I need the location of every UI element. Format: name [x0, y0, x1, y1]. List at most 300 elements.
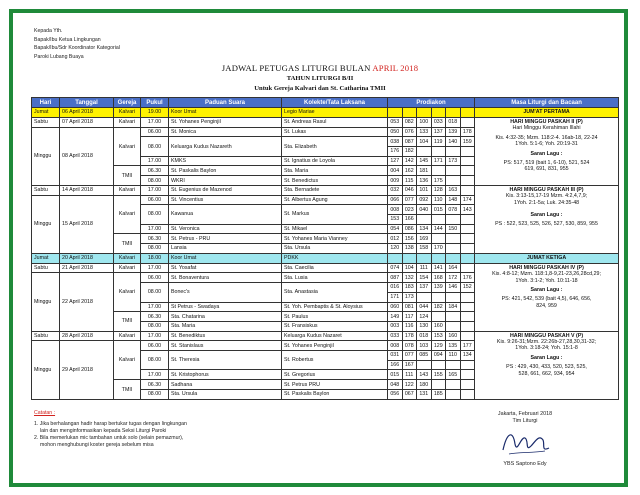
cell-pukul: 17.00 [141, 331, 169, 341]
cell-tanggal: 08 April 2018 [60, 127, 114, 185]
cell-prodiakon: 167 [402, 360, 417, 370]
cell-prodiakon: 173 [402, 292, 417, 302]
cell-prodiakon: 087 [402, 137, 417, 147]
masa-line: 824, 959 [536, 302, 557, 309]
masa-line: 1Yoh. 5:1-6; Yoh. 20:19-31 [515, 141, 578, 148]
cell-kolekte: St. Yoh. Pembaptis & St. Aloysius [282, 302, 388, 312]
cell-prodiakon [446, 321, 461, 331]
masa-line: PS : 429, 430, 433, 520, 523, 525, [506, 364, 587, 371]
cell-hari: Sabtu [32, 331, 60, 341]
cell-prodiakon: 077 [402, 195, 417, 205]
cell-prodiakon: 033 [388, 331, 403, 341]
cell-paduan-suara: Sadhana [169, 380, 282, 390]
cell-tanggal: 29 April 2018 [60, 341, 114, 400]
cell-prodiakon [460, 321, 475, 331]
cell-prodiakon: 086 [402, 224, 417, 234]
cell-hari: Minggu [32, 195, 60, 253]
cell-prodiakon: 149 [388, 312, 403, 322]
cell-paduan-suara: WKRI [169, 176, 282, 186]
cell-prodiakon: 016 [388, 283, 403, 293]
table-row [32, 253, 619, 263]
cell-gereja: Kalvari [114, 127, 141, 166]
cell-prodiakon: 128 [431, 185, 446, 195]
cell-kolekte: St. Albertus Agung [282, 195, 388, 205]
cell-prodiakon [460, 224, 475, 234]
cell-kolekte: St. Paulus [282, 312, 388, 322]
cell-kolekte: Sta. Ursula [282, 244, 388, 254]
cell-prodiakon: 067 [402, 389, 417, 399]
cell-prodiakon: 135 [446, 341, 461, 351]
cell-pukul: 17.00 [141, 117, 169, 127]
cell-prodiakon: 111 [402, 370, 417, 380]
cell-paduan-suara: St. Petrus - PRU [169, 234, 282, 244]
cell-prodiakon [446, 214, 461, 224]
cell-prodiakon: 066 [388, 195, 403, 205]
cell-prodiakon [446, 147, 461, 157]
cell-pukul: 08.00 [141, 389, 169, 399]
cell-prodiakon [460, 331, 475, 341]
cell-prodiakon [446, 360, 461, 370]
cell-prodiakon: 074 [388, 263, 403, 273]
cell-prodiakon: 172 [446, 273, 461, 283]
cell-prodiakon: 141 [431, 263, 446, 273]
cell-prodiakon: 003 [388, 321, 403, 331]
title-month: APRIL 2018 [372, 63, 419, 73]
cell-prodiakon: 124 [417, 312, 432, 322]
cell-kolekte: Sta. Lusia [282, 273, 388, 283]
cell-prodiakon: 174 [460, 195, 475, 205]
handwritten-signature [495, 426, 555, 460]
cell-prodiakon: 015 [431, 205, 446, 215]
saran-lagu-label: Saran Lagu : [530, 286, 563, 293]
masa-line: PS: 421, 542, 539 (bait 4,5), 646, 656, [501, 296, 592, 303]
cell-paduan-suara: St. Bonaventura [169, 273, 282, 283]
header-hari: Hari [32, 98, 60, 108]
cell-pukul: 06.00 [141, 341, 169, 351]
cell-pukul: 08.00 [141, 351, 169, 370]
cell-prodiakon: 138 [402, 244, 417, 254]
address-block [34, 27, 120, 61]
cell-prodiakon: 176 [388, 147, 403, 157]
cell-prodiakon: 129 [431, 341, 446, 351]
cell-prodiakon: 139 [446, 127, 461, 137]
cell-prodiakon: 104 [417, 137, 432, 147]
cell-prodiakon: 146 [446, 283, 461, 293]
cell-prodiakon: 182 [431, 302, 446, 312]
cell-prodiakon [460, 214, 475, 224]
cell-prodiakon: 134 [460, 351, 475, 361]
cell-paduan-suara: Koor Umat [169, 253, 282, 263]
cell-prodiakon [460, 292, 475, 302]
cell-gereja: Kalvari [114, 253, 141, 263]
cell-prodiakon [446, 253, 461, 263]
cell-paduan-suara: St. Benediktus [169, 331, 282, 341]
cell-prodiakon: 094 [431, 351, 446, 361]
cell-pukul: 19.00 [141, 108, 169, 118]
cell-prodiakon: 134 [417, 224, 432, 234]
cell-kolekte: St. Robertus [282, 351, 388, 370]
cell-hari: Jumat [32, 253, 60, 263]
cell-prodiakon [460, 302, 475, 312]
cell-prodiakon [417, 214, 432, 224]
cell-hari: Sabtu [32, 263, 60, 273]
cell-prodiakon: 122 [402, 380, 417, 390]
cell-tanggal: 06 April 2018 [60, 108, 114, 118]
cell-kolekte: St. Lukas [282, 127, 388, 137]
cell-masa-liturgi [475, 331, 619, 399]
cell-prodiakon [431, 292, 446, 302]
cell-prodiakon: 119 [431, 137, 446, 147]
cell-hari: Jumat [32, 108, 60, 118]
schedule-table [31, 97, 619, 400]
cell-pukul: 17.00 [141, 156, 169, 166]
cell-prodiakon: 132 [402, 273, 417, 283]
cell-prodiakon: 009 [388, 176, 403, 186]
masa-title: JUMAT KETIGA [526, 254, 567, 261]
cell-prodiakon: 176 [460, 273, 475, 283]
masa-title: HARI MINGGU PASKAH II (P) [510, 118, 583, 125]
cell-gereja: Kalvari [114, 185, 141, 195]
cell-kolekte: St. Petrus PRU [282, 380, 388, 390]
cell-prodiakon: 120 [388, 244, 403, 254]
cell-prodiakon [431, 360, 446, 370]
cell-prodiakon: 183 [402, 283, 417, 293]
cell-prodiakon: 166 [402, 214, 417, 224]
cell-prodiakon [460, 263, 475, 273]
cell-prodiakon [417, 253, 432, 263]
cell-gereja: TMII [114, 312, 141, 331]
masa-line: Hari Minggu Kerahiman Illahi [512, 125, 581, 132]
cell-prodiakon: 081 [402, 302, 417, 312]
cell-kolekte: St. Ignatius de Loyola [282, 156, 388, 166]
address-line: Kepada Yth. [34, 28, 63, 34]
cell-prodiakon: 116 [402, 321, 417, 331]
cell-gereja: TMII [114, 380, 141, 400]
cell-prodiakon: 031 [388, 351, 403, 361]
cell-prodiakon [417, 360, 432, 370]
cell-prodiakon [460, 117, 475, 127]
cell-prodiakon: 143 [417, 370, 432, 380]
cell-kolekte: PDKK [282, 253, 388, 263]
cell-paduan-suara: St. Eugenius de Mazenod [169, 185, 282, 195]
cell-prodiakon [431, 253, 446, 263]
cell-prodiakon [460, 156, 475, 166]
cell-pukul: 06.30 [141, 380, 169, 390]
cell-prodiakon: 044 [417, 302, 432, 312]
title-text: JADWAL PETUGAS LITURGI BULAN [221, 63, 371, 73]
cell-prodiakon: 115 [402, 176, 417, 186]
cell-paduan-suara: Koor Umat [169, 108, 282, 118]
cell-prodiakon: 046 [402, 185, 417, 195]
cell-prodiakon: 160 [446, 331, 461, 341]
cell-gereja: Kalvari [114, 117, 141, 127]
cell-paduan-suara: St. Kristophorus [169, 370, 282, 380]
cell-prodiakon [460, 360, 475, 370]
cell-prodiakon [446, 292, 461, 302]
cell-prodiakon [460, 389, 475, 399]
cell-prodiakon [417, 147, 432, 157]
note-item: 1. Jika berhalangan hadir harap bertukar tugas dengan lingkungan [34, 420, 187, 427]
cell-prodiakon [402, 253, 417, 263]
cell-pukul: 08.00 [141, 205, 169, 224]
cell-prodiakon [460, 234, 475, 244]
header-gereja: Gereja [114, 98, 141, 108]
cell-paduan-suara: Sta. Chatarina [169, 312, 282, 322]
cell-gereja: Kalvari [114, 108, 141, 118]
cell-gereja: Kalvari [114, 263, 141, 273]
signature-block [470, 411, 580, 468]
cell-prodiakon: 023 [402, 205, 417, 215]
cell-prodiakon [431, 166, 446, 176]
cell-prodiakon [446, 244, 461, 254]
saran-lagu-label: Saran Lagu : [530, 150, 563, 157]
cell-prodiakon: 142 [402, 156, 417, 166]
header-paduan-suara: Paduan Suara [169, 98, 282, 108]
cell-pukul: 17.00 [141, 302, 169, 312]
cell-prodiakon [460, 253, 475, 263]
address-line: Bapak/Ibu Ketua Lingkungan [34, 36, 101, 43]
cell-prodiakon [402, 108, 417, 118]
table-row [32, 331, 619, 341]
cell-prodiakon [417, 108, 432, 118]
header-pukul: Pukul [141, 98, 169, 108]
cell-prodiakon [431, 234, 446, 244]
cell-kolekte: St. Paskalis Baylon [282, 389, 388, 399]
cell-kolekte: Legio Mariae [282, 108, 388, 118]
note-item: 2. Bila memerlukan mic tambahan untuk solo (selain pemazmur), [34, 434, 184, 441]
cell-prodiakon [417, 292, 432, 302]
cell-hari: Sabtu [32, 117, 60, 127]
cell-prodiakon: 163 [446, 185, 461, 195]
address-line: Bapak/Ibu/Sdr Koordinator Kategorial [34, 45, 120, 52]
header-prodiakon: Prodiakon [388, 98, 475, 108]
cell-prodiakon: 164 [446, 263, 461, 273]
masa-title: HARI MINGGU PASKAH IV (P) [509, 264, 584, 271]
cell-kolekte: St. Gregorius [282, 370, 388, 380]
cell-prodiakon: 166 [388, 360, 403, 370]
cell-prodiakon: 152 [460, 283, 475, 293]
cell-kolekte: Sta. Elizabeth [282, 137, 388, 156]
saran-lagu-label: Saran Lagu : [530, 354, 563, 361]
cell-tanggal: 15 April 2018 [60, 195, 114, 253]
cell-prodiakon: 184 [446, 302, 461, 312]
cell-pukul: 06.30 [141, 166, 169, 176]
cell-paduan-suara: St. Stanislaus [169, 341, 282, 351]
cell-prodiakon: 178 [460, 127, 475, 137]
cell-prodiakon: 153 [388, 214, 403, 224]
cell-prodiakon: 018 [417, 331, 432, 341]
cell-pukul: 08.00 [141, 244, 169, 254]
masa-line: 1Yoh. 2:1-5a; Luk. 24:35-48 [513, 199, 580, 206]
cell-prodiakon [431, 147, 446, 157]
cell-prodiakon: 181 [417, 166, 432, 176]
cell-prodiakon [460, 370, 475, 380]
cell-prodiakon [460, 380, 475, 390]
cell-prodiakon: 085 [417, 351, 432, 361]
liturgical-year: TAHUN LITURGI B/II [286, 75, 354, 82]
cell-kolekte: St. Mikael [282, 224, 388, 234]
cell-prodiakon: 077 [402, 351, 417, 361]
masa-line: PS : 522, 523, 525, 526, 527, 530, 859, 955 [495, 221, 598, 228]
cell-kolekte: Sta. Maria [282, 166, 388, 176]
sign-place-date: Jakarta, Februari 2018 [497, 411, 553, 417]
cell-tanggal: 22 April 2018 [60, 273, 114, 331]
cell-prodiakon [446, 234, 461, 244]
cell-prodiakon [446, 166, 461, 176]
cell-prodiakon [460, 108, 475, 118]
cell-prodiakon: 177 [460, 341, 475, 351]
cell-prodiakon: 136 [417, 176, 432, 186]
note-item: mohon menghubungi koster gereja sebelum misa [40, 441, 154, 448]
cell-prodiakon: 140 [446, 137, 461, 147]
cell-prodiakon: 015 [388, 370, 403, 380]
cell-prodiakon [431, 312, 446, 322]
masa-line: 619, 691, 831, 955 [524, 166, 569, 173]
cell-prodiakon: 100 [417, 117, 432, 127]
cell-prodiakon: 182 [402, 147, 417, 157]
cell-prodiakon [431, 380, 446, 390]
cell-masa-liturgi [475, 117, 619, 185]
masa-line: 1Yoh. 3:18-24; Yoh. 15:1-8 [515, 345, 578, 352]
note-item: lain dan menginformasikan kepada Seksi Liturgi Paroki [40, 427, 167, 434]
cell-prodiakon: 150 [446, 224, 461, 234]
cell-prodiakon: 170 [431, 244, 446, 254]
cell-hari: Minggu [32, 127, 60, 185]
cell-paduan-suara: Lansia [169, 244, 282, 254]
table-row [32, 263, 619, 273]
masa-line: 528, 661, 662, 934, 954 [518, 370, 575, 377]
cell-gereja: TMII [114, 234, 141, 253]
cell-prodiakon: 165 [446, 370, 461, 380]
cell-prodiakon: 162 [402, 166, 417, 176]
table-header-row [32, 98, 619, 108]
cell-prodiakon [460, 312, 475, 322]
cell-prodiakon: 160 [431, 321, 446, 331]
cell-prodiakon: 101 [417, 185, 432, 195]
cell-prodiakon: 154 [417, 273, 432, 283]
cell-prodiakon: 185 [431, 389, 446, 399]
cell-paduan-suara: St. Veronica [169, 224, 282, 234]
cell-prodiakon: 111 [417, 263, 432, 273]
cell-prodiakon [388, 253, 403, 263]
cell-prodiakon: 139 [431, 283, 446, 293]
cell-paduan-suara: KMKS [169, 156, 282, 166]
cell-pukul: 08.00 [141, 283, 169, 302]
table-row [32, 185, 619, 195]
cell-prodiakon [460, 185, 475, 195]
cell-tanggal: 14 April 2018 [60, 185, 114, 195]
cell-prodiakon: 056 [388, 389, 403, 399]
masa-line: 1Yoh. 3:1-2; Yoh. 10:11-18 [515, 277, 578, 284]
cell-pukul: 06.00 [141, 273, 169, 283]
cell-paduan-suara: St. Vincentius [169, 195, 282, 205]
cell-paduan-suara: St. Theresia [169, 351, 282, 370]
cell-prodiakon [460, 166, 475, 176]
cell-prodiakon [460, 147, 475, 157]
cell-pukul: 06.30 [141, 234, 169, 244]
table-row [32, 117, 619, 127]
cell-paduan-suara: Sta. Ursula [169, 389, 282, 399]
cell-prodiakon: 078 [402, 341, 417, 351]
cell-prodiakon: 156 [402, 234, 417, 244]
sign-team: Tim Liturgi [512, 418, 538, 424]
sign-name: YBS Saptono Edy [503, 461, 547, 467]
cell-prodiakon: 178 [402, 331, 417, 341]
masa-line: Kis. 3:13-15,17-19 Mzm. 4:2,4,7,9; [505, 193, 588, 200]
cell-prodiakon: 048 [388, 380, 403, 390]
table-row [32, 108, 619, 118]
cell-masa-liturgi [475, 108, 619, 118]
document-title [0, 63, 640, 73]
cell-prodiakon: 133 [417, 127, 432, 137]
cell-prodiakon [446, 108, 461, 118]
cell-tanggal: 28 April 2018 [60, 331, 114, 341]
cell-prodiakon: 148 [446, 195, 461, 205]
cell-pukul: 08.00 [141, 176, 169, 186]
cell-gereja: Kalvari [114, 341, 141, 380]
masa-line: Kis. 4:8-12; Mzm. 118:1,8-9,21-23,26,28cd,29; [492, 271, 601, 278]
cell-pukul: 17.00 [141, 224, 169, 234]
cell-prodiakon: 087 [388, 273, 403, 283]
address-line: Paroki Lubang Buaya [34, 53, 84, 60]
cell-prodiakon: 130 [417, 321, 432, 331]
cell-pukul: 17.00 [141, 370, 169, 380]
cell-prodiakon: 168 [431, 273, 446, 283]
cell-prodiakon: 078 [446, 205, 461, 215]
cell-prodiakon: 173 [446, 156, 461, 166]
cell-prodiakon: 153 [431, 331, 446, 341]
cell-hari: Minggu [32, 273, 60, 331]
cell-paduan-suara: Kawanua [169, 205, 282, 224]
cell-masa-liturgi [475, 185, 619, 253]
masa-title: HARI MINGGU PASKAH V (P) [509, 332, 584, 339]
masa-title: JUM'AT PERTAMA [523, 109, 570, 115]
cell-pukul: 17.00 [141, 263, 169, 273]
cell-prodiakon: 060 [388, 302, 403, 312]
cell-kolekte: St. Markus [282, 205, 388, 224]
cell-kolekte: St. Fransiskus [282, 321, 388, 331]
cell-paduan-suara: St. Yosafat [169, 263, 282, 273]
notes-caption: Catatan : [34, 410, 56, 416]
cell-prodiakon: 143 [460, 205, 475, 215]
notes-block [34, 410, 187, 449]
cell-hari: Sabtu [32, 185, 60, 195]
cell-pukul: 06.00 [141, 195, 169, 205]
cell-prodiakon: 033 [431, 117, 446, 127]
cell-prodiakon: 171 [388, 292, 403, 302]
cell-prodiakon: 053 [388, 117, 403, 127]
cell-prodiakon: 169 [417, 234, 432, 244]
cell-paduan-suara: St. Monica [169, 127, 282, 137]
header-masa-liturgi: Masa Liturgi dan Bacaan [475, 98, 619, 108]
cell-prodiakon: 032 [388, 185, 403, 195]
cell-prodiakon [431, 108, 446, 118]
cell-gereja: Kalvari [114, 331, 141, 341]
cell-paduan-suara: St Petrus - Swadaya [169, 302, 282, 312]
cell-prodiakon: 155 [431, 370, 446, 380]
cell-tanggal: 07 April 2018 [60, 117, 114, 127]
church-subtitle: Untuk Gereja Kalvari dan St. Catharina TMII [254, 85, 386, 92]
cell-paduan-suara: St. Paskalis Baylon [169, 166, 282, 176]
cell-prodiakon: 137 [431, 127, 446, 137]
cell-prodiakon: 127 [388, 156, 403, 166]
cell-prodiakon: 171 [431, 156, 446, 166]
cell-kolekte: St. Andreas Rasul [282, 117, 388, 127]
cell-prodiakon [388, 108, 403, 118]
cell-kolekte: Keluarga Kudus Nazaret [282, 331, 388, 341]
masa-line: PS: 517, 519 (bait 1, 6-10), 521, 524 [503, 159, 590, 166]
cell-prodiakon: 040 [417, 205, 432, 215]
